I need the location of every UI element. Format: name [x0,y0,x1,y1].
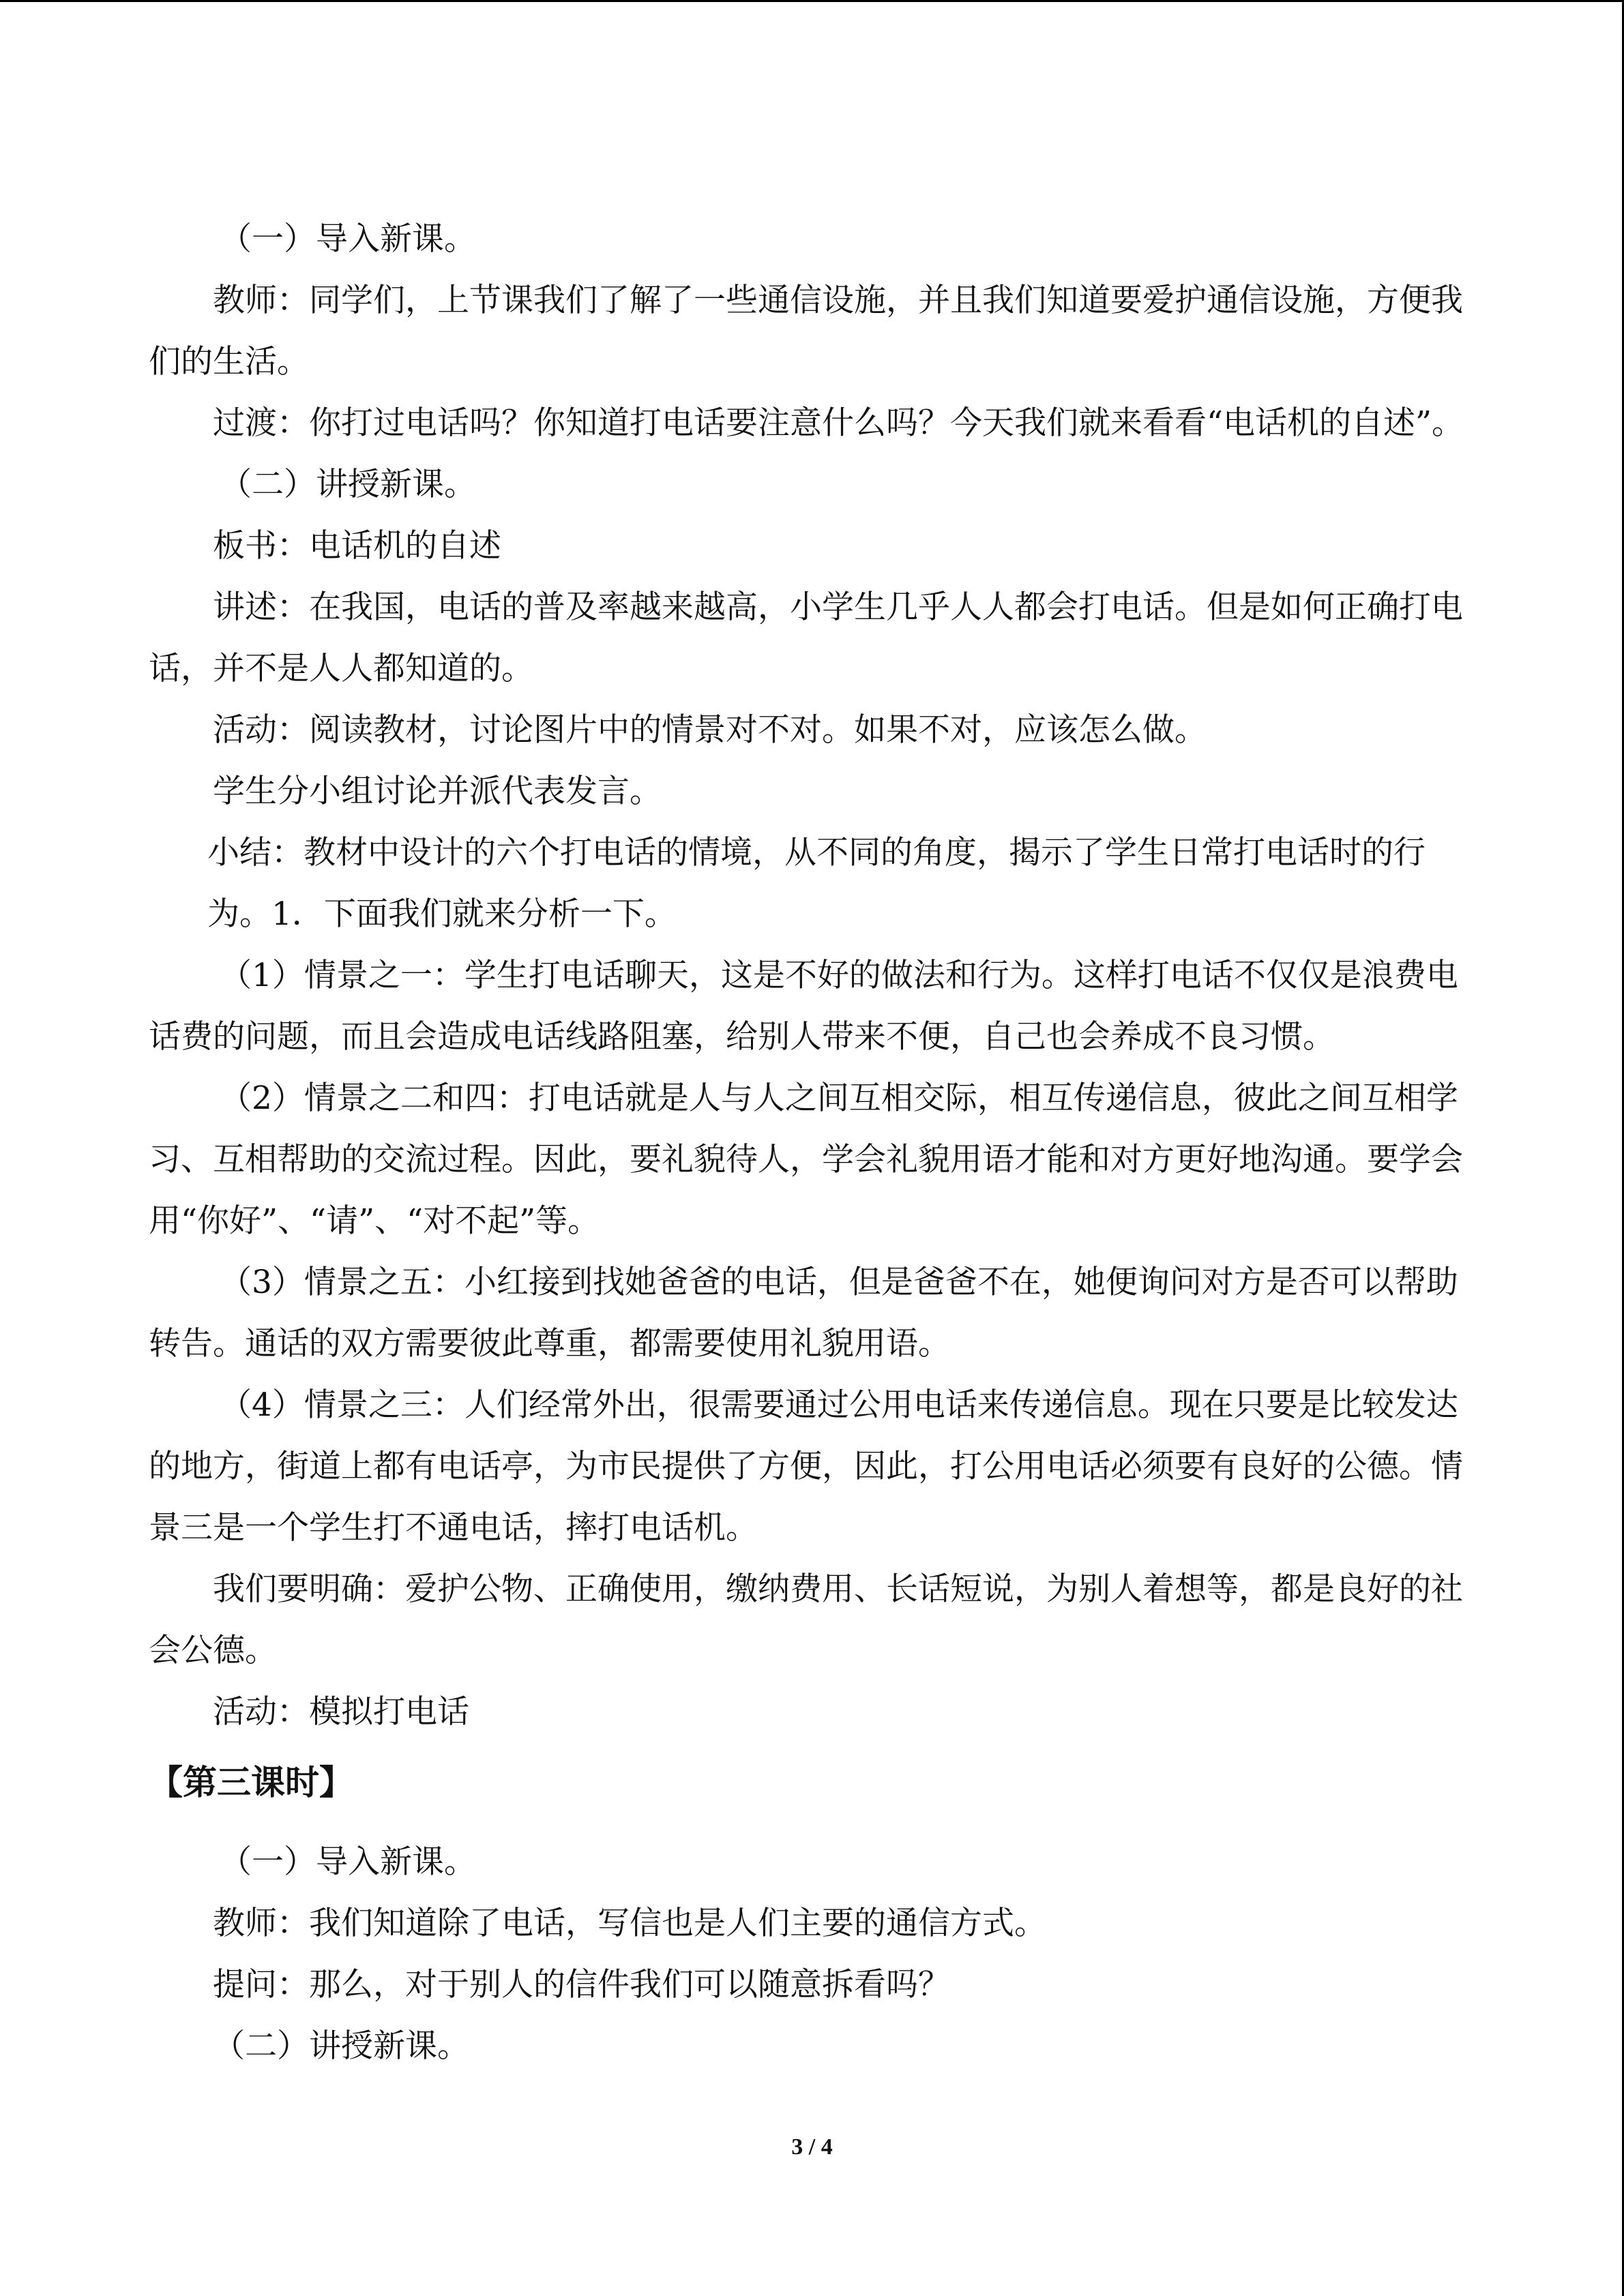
paragraph-activity-reading: 活动：阅读教材，讨论图片中的情景对不对。如果不对，应该怎么做。 [213,711,1207,749]
paragraph-scenario-1: （1）情景之一：学生打电话聊天，这是不好的做法和行为。这样打电话不仅仅是浪费电话费的问题，而且会造成电话线路阻塞，给别人带来不便，自己也会养成不良习惯。 [149,957,1458,1056]
paragraph-lecture-heading-2: （二）讲授新课。 [213,2027,469,2065]
paragraph-activity-simulation: 活动：模拟打电话 [213,1693,469,1731]
paragraph-intro-heading-2: （一）导入新课。 [220,1843,476,1881]
page-number: 3 / 4 [791,2134,833,2160]
paragraph-question: 提问：那么，对于别人的信件我们可以随意拆看吗？ [213,1966,950,2003]
paragraph-lecture-heading: （二）讲授新课。 [220,466,476,503]
paragraph-narration: 讲述：在我国，电话的普及率越来越高，小学生几乎人人都会打电话。但是如何正确打电话，并不是人人都知道的。 [149,588,1463,687]
paragraph-clarification: 我们要明确：爱护公物、正确使用，缴纳费用、长话短说，为别人着想等，都是良好的社会公德。 [149,1570,1463,1669]
document-body [149,209,1472,2077]
paragraph-teacher-intro: 教师：同学们，上节课我们了解了一些通信设施，并且我们知道要爱护通信设施，方便我们的生活。 [149,282,1463,381]
paragraph-intro-heading: （一）导入新课。 [220,220,476,258]
section-heading-third-lesson: 【第三课时】 [149,1763,353,1802]
paragraph-scenario-5: （3）情景之五：小红接到找她爸爸的电话，但是爸爸不在，她便询问对方是否可以帮助转告。通话的双方需要彼此尊重，都需要使用礼貌用语。 [149,1264,1458,1362]
paragraph-transition: 过渡：你打过电话吗？你知道打电话要注意什么吗？今天我们就来看看“电话机的自述”。 [213,404,1464,442]
paragraph-scenario-3: （4）情景之三：人们经常外出，很需要通过公用电话来传递信息。现在只要是比较发达的地方，街道上都有电话亭，为市民提供了方便，因此，打公用电话必须要有良好的公德。情景三是一个学生打不通电话，摔打电话机。 [149,1386,1463,1547]
paragraph-scenario-2-4: （2）情景之二和四：打电话就是人与人之间互相交际，相互传递信息，彼此之间互相学习、互相帮助的交流过程。因此，要礼貌待人，学会礼貌用语才能和对方更好地沟通。要学会用“你好”、“请”、“对不起”等。 [149,1079,1463,1240]
paragraph-board-writing: 板书：电话机的自述 [213,527,501,565]
paragraph-group-discussion: 学生分小组讨论并派代表发言。 [213,773,662,810]
paragraph-teacher-letters: 教师：我们知道除了电话，写信也是人们主要的通信方式。 [213,1905,1046,1942]
paragraph-summary: 小结：教材中设计的六个打电话的情境，从不同的角度，揭示了学生日常打电话时的行为。1．下面我们就来分析一下。 [207,834,1426,933]
